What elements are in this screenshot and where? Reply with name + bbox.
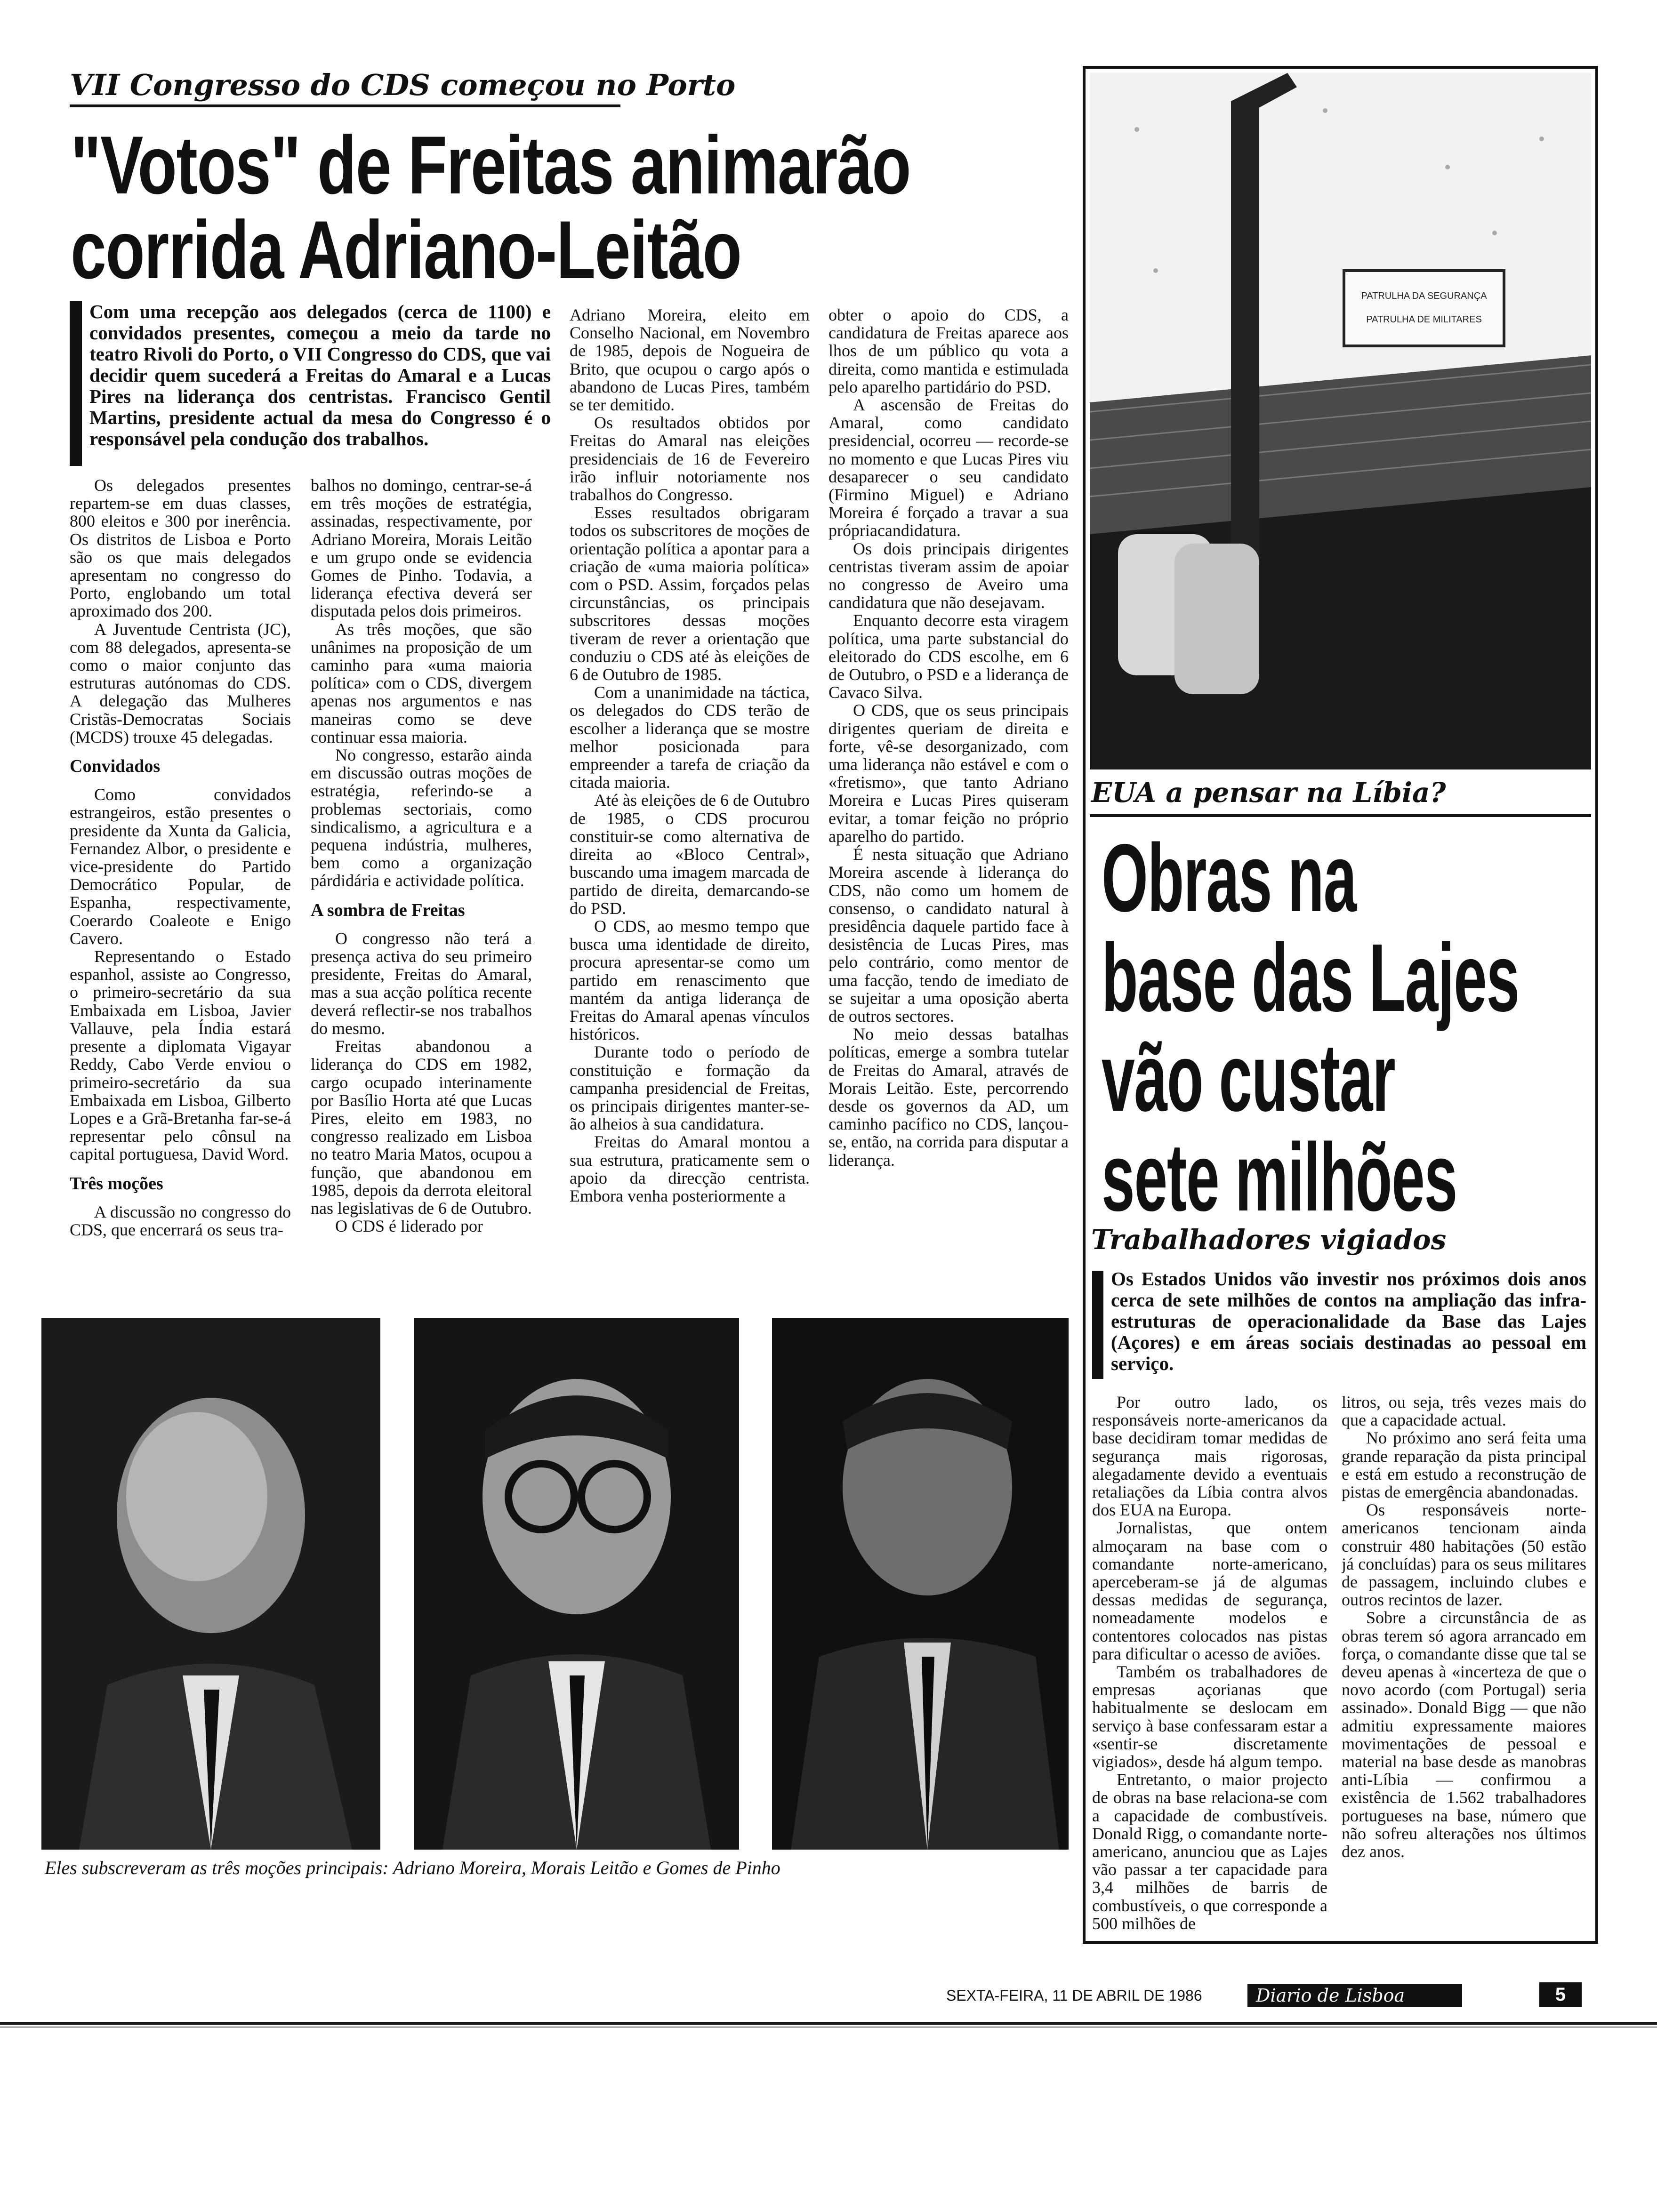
- section-heading: Convidados: [70, 756, 161, 777]
- side-kicker: EUA a pensar na Líbia?: [1091, 777, 1446, 809]
- paragraph: Por outro lado, os responsáveis norte-americanos da base decidiram tomar medidas de segurança mais rigorosas, alegadamente devido a eventuais retaliações da Líbia contra alvos dos EUA na Europa.: [1092, 1393, 1327, 1520]
- portrait-3-illustration: [772, 1318, 1069, 1850]
- paragraph: A Juventude Centrista (JC), com 88 delegados, apresenta-se como o maior conjunto das estruturas autónomas do CDS. A delegação das Mulheres Cristãs-Democratas Sociais (MCDS) trouxe 45 delegadas.: [70, 619, 291, 746]
- portrait-photo-adriano-moreira: [41, 1318, 380, 1850]
- main-lead: Com uma recepção aos delegados (cerca de 1100) e convidados presentes, começou a meio da tarde no teatro Rivoli do Porto, o VII Congresso do CDS, que vai decidir quem sucederá a Freitas do Amaral e a Lucas Pires na liderança dos centristas. Francisco Gentil Martins, presidente actual da mesa do Congresso é o responsável pela condução dos trabalhos.: [89, 301, 551, 449]
- kicker-underline: [70, 104, 620, 107]
- issue-date: SEXTA-FEIRA, 11 DE ABRIL DE 1986: [946, 1987, 1202, 2004]
- paragraph: Representando o Estado espanhol, assiste ao Congresso, o primeiro-secretário da sua Embaixada em Lisboa, Javier Vallauve, pela Índia estará presente a diplomata Vigayar Reddy, Cabo Verde enviou o primeiro-secretário da sua Embaixada em Lisboa, Gilberto Lopes e a Grã-Bretanha far-se-á representar pelo cônsul na capital portuguesa, David Word.: [70, 947, 291, 1164]
- paragraph: Como convidados estrangeiros, estão presentes o presidente da Xunta da Galicia, Fernandez Albor, o presidente e vice-presidente do Partido Democrático Popular, de Espanha, respectivamente, Coerardo Coaleote e Enigo Cavero.: [70, 785, 291, 948]
- paragraph: O congresso não terá a presença activa do seu primeiro presidente, Freitas do Amaral, mas a sua acção política recente deverá reflectir-se nos trabalhos do mesmo.: [311, 929, 532, 1038]
- side-column-2: [1342, 1393, 1586, 1939]
- paragraph: Enquanto decorre esta viragem política, uma parte substancial do eleitorado do CDS escolhe, em 6 de Outubro, o PSD e a liderança de Cavaco Silva.: [828, 611, 1069, 702]
- paragraph: balhos no domingo, centrar-se-á em três moções de estratégia, assinadas, respectivamente, por Adriano Moreira, Morais Leitão e um grupo onde se evidencia Gomes de Pinho. Todavia, a liderança efectiva deverá ser disputada pelos dois primeiros.: [311, 476, 532, 621]
- side-headline-line1: Obras na: [1102, 824, 1357, 932]
- portrait-photo-morais-leitao: [414, 1318, 739, 1850]
- paragraph: A ascensão de Freitas do Amaral, como candidato presidencial, ocorreu — recorde-se no momento e que Lucas Pires viu desaparecer o seu candidato (Firmino Miguel) e Adriano Moreira é forçado a travar a sua própriacandidatura.: [828, 395, 1069, 540]
- masthead-logo: Diario de Lisboa: [1247, 1984, 1462, 2007]
- paragraph: O CDS, que os seus principais dirigentes queriam de direita e forte, vê-se desorganizado, com uma liderança não estável e com o «fretismo», que tanto Adriano Moreira e Lucas Pires quiseram evitar, a tomar feição no próprio aparelho do partido.: [828, 701, 1069, 846]
- paragraph: Jornalistas, que ontem almoçaram na base com o comandante norte-americano, aperceberam-se já de algumas dessas medidas de segurança, nomeadamente modelos e contentores colocados nas pistas para dificultar o acesso de aviões.: [1092, 1518, 1327, 1663]
- paragraph: Também os trabalhadores de empresas açorianas que habitualmente se deslocam em serviço à base confessaram estar a «sentir-se discretamente vigiados», desde há algum tempo.: [1092, 1662, 1327, 1771]
- paragraph: Com a unanimidade na táctica, os delegados do CDS terão de escolher a liderança que se mostre melhor posicionada para empreender a tarefa de criação da citada maioria.: [570, 683, 810, 792]
- photo-caption: Eles subscreveram as três moções principais: Adriano Moreira, Morais Leitão e Gomes de Pinho: [45, 1857, 780, 1878]
- side-headline-line3: vão custar: [1102, 1024, 1395, 1131]
- section-heading: A sombra de Freitas: [311, 900, 465, 920]
- base-fence-photo: [1090, 73, 1591, 769]
- portrait-2-illustration: [414, 1318, 739, 1850]
- paragraph: No meio dessas batalhas políticas, emerge a sombra tutelar de Freitas do Amaral, através de Morais Leitão. Este, percorrendo desde os governos da AD, um caminho pacífico no CDS, lançou-se, então, na corrida para disputar a liderança.: [828, 1025, 1069, 1170]
- paragraph: Os resultados obtidos por Freitas do Amaral nas eleições presidenciais de 16 de Fevereiro irão influir notoriamente nos trabalhos do Congresso.: [570, 413, 810, 505]
- paragraph: Adriano Moreira, eleito em Conselho Nacional, em Novembro de 1985, depois de Nogueira de Brito, que ocupou o cargo após o abandono de Lucas Pires, também se ter demitido.: [570, 306, 810, 415]
- main-headline-line1: "Votos" de Freitas animarão: [71, 120, 910, 211]
- main-headline-line2: corrida Adriano-Leitão: [71, 204, 741, 296]
- side-lead-bar: [1092, 1271, 1103, 1379]
- paragraph: Os dois principais dirigentes centristas tiveram assim de apoiar no congresso de Aveiro uma candidatura que não desejavam.: [828, 539, 1069, 612]
- side-headline-line4: sete milhões: [1102, 1123, 1457, 1231]
- main-column-4: [828, 306, 1069, 1294]
- paragraph: Até às eleições de 6 de Outubro de 1985, o CDS procurou constituir-se como alternativa de direita ao «Bloco Central», buscando uma imagem marcada de partido de direita, demarcando-se do PSD.: [570, 791, 810, 918]
- side-subhead: Trabalhadores vigiados: [1091, 1224, 1447, 1256]
- side-kicker-underline: [1090, 814, 1591, 817]
- footer-rule-thin: [0, 2027, 1657, 2028]
- side-headline-line2: base das Lajes: [1102, 924, 1519, 1032]
- portrait-1-illustration: [41, 1318, 380, 1850]
- paragraph: Freitas do Amaral montou a sua estrutura, praticamente sem o apoio da direcção centrista. Embora venha posteriormente a: [570, 1132, 810, 1205]
- paragraph: Sobre a circunstância de as obras terem só agora arrancado em força, o comandante disse que tal se deveu apenas à «incerteza de que o novo acordo (com Portugal) seria assinado». Donald Bigg — que não admitiu expressamente maiores movimentações de pessoal e material na base desde as manobras anti-Líbia — confirmou a existência de 1.562 trabalhadores portugueses na base, número que não sofreu alterações nos últimos dez anos.: [1342, 1608, 1586, 1861]
- paragraph: Freitas abandonou a liderança do CDS em 1982, cargo ocupado interinamente por Basílio Horta até que Lucas Pires, eleito em 1983, no congresso realizado em Lisboa no teatro Maria Matos, ocupou a função, que abandonou em 1985, depois da derrota eleitoral nas legislativas de 6 de Outubro.: [311, 1037, 532, 1218]
- lead-bar: [70, 301, 82, 466]
- paragraph: litros, ou seja, três vezes mais do que a capacidade actual.: [1342, 1393, 1586, 1430]
- paragraph: Esses resultados obrigaram todos os subscritores de moções de orientação política a apontar para a criação de «uma maioria política» com o PSD. Assim, forçados pelas circunstâncias, os principais subscritores dessas moções tiveram de rever a orientação que conduziu o CDS até às eleições de 6 de Outubro de 1985.: [570, 503, 810, 684]
- paragraph: As três moções, que são unânimes na proposição de um caminho para «uma maioria política» com o CDS, divergem apenas nos argumentos e nas maneiras como se deve continuar essa maioria.: [311, 619, 532, 746]
- paragraph: Os delegados presentes repartem-se em duas classes, 800 eleitos e 300 por inerência. Os distritos de Lisboa e Porto são os que mais delegados apresentam no congresso do Porto, englobando um total aproximado dos 200.: [70, 476, 291, 621]
- page-number: 5: [1539, 1982, 1582, 2007]
- side-column-1: [1092, 1393, 1327, 1939]
- paragraph: O CDS é liderado por: [335, 1217, 483, 1236]
- main-column-1: [70, 476, 291, 1286]
- paragraph: O CDS, ao mesmo tempo que busca uma identidade de direito, procura apresentar-se como um partido em renascimento que mantém da antiga liderança de Freitas do Amaral apenas vínculos históricos.: [570, 916, 810, 1044]
- footer-rule: [0, 2022, 1657, 2025]
- paragraph: Durante todo o período de constituição e formação da campanha presidencial de Freitas, os principais dirigentes manter-se-ão alheios à sua candidatura.: [570, 1042, 810, 1134]
- sign-text: PATRULHA DA SEGURANÇA: [1361, 291, 1487, 301]
- main-column-2: [311, 476, 532, 1286]
- paragraph: A discussão no congresso do CDS, que encerrará os seus tra-: [70, 1202, 291, 1239]
- main-column-3: [570, 306, 810, 1294]
- paragraph: No congresso, estarão ainda em discussão outras moções de estratégia, referindo-se a problemas sectoriais, como sindicalismo, a agricultura e a pequena indústria, mulheres, bem como a organização párdidária e actividade política.: [311, 745, 532, 890]
- paragraph: Os responsáveis norte-americanos tencionam ainda construir 480 habitações (50 estão já concluídas) para os seus militares de passagem, incluindo clubes e outros recintos de lazer.: [1342, 1500, 1586, 1610]
- paragraph: No próximo ano será feita uma grande reparação da pista principal e está em estudo a reconstrução de pistas de emergência abandonadas.: [1342, 1428, 1586, 1502]
- section-heading: Três moções: [70, 1173, 163, 1194]
- paragraph: obter o apoio do CDS, a candidatura de Freitas aparece aos lhos de um público qu vota a direita, como mantida e estimulada pelo aparelho partidário do PSD.: [828, 306, 1069, 396]
- base-fence-illustration: [1090, 73, 1591, 769]
- sign-text: PATRULHA DE MILITARES: [1366, 314, 1482, 325]
- paragraph: É nesta situação que Adriano Moreira ascende à liderança do CDS, não como um homem de consenso, o candidato natural à presidência daquele partido face à desistência de Lucas Pires, mas pelo contrário, como mentor de uma facção, tendo de imediato de se sujeitar a uma oposição aberta de outros sectores.: [828, 845, 1069, 1026]
- main-kicker: VII Congresso do CDS começou no Porto: [70, 68, 736, 102]
- portrait-photo-gomes-de-pinho: [772, 1318, 1069, 1850]
- side-lead: Os Estados Unidos vão investir nos próximos dois anos cerca de sete milhões de contos na ampliação das infra-estruturas de operacionalidade da Base das Lajes (Açores) e em áreas sociais destinadas ao pessoal em serviço.: [1111, 1268, 1586, 1374]
- paragraph: Entretanto, o maior projecto de obras na base relaciona-se com a capacidade de combustíveis. Donald Rigg, o comandante norte-americano, anunciou que as Lajes vão passar a ter capacidade para 3,4 milhões de barris de combustíveis, o que corresponde a 500 milhões de: [1092, 1770, 1327, 1933]
